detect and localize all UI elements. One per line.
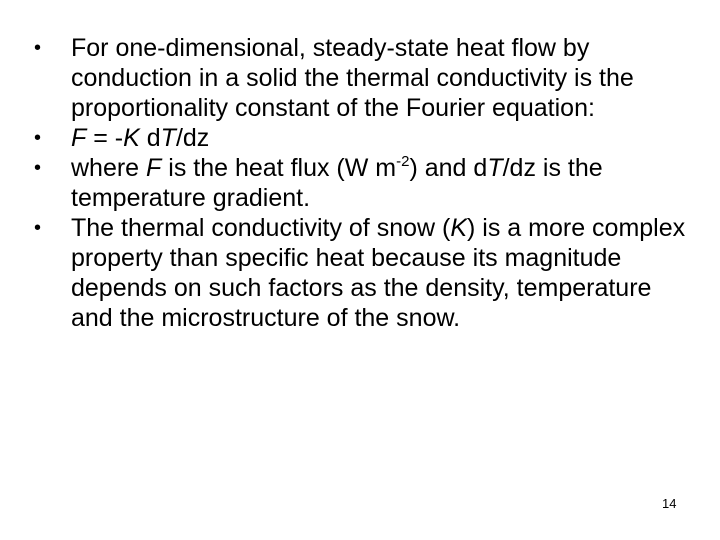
variable-z: z bbox=[196, 124, 210, 152]
bullet-fourier-equation bbox=[28, 123, 698, 153]
bullet-fourier-intro bbox=[28, 33, 698, 123]
bullet-marker: • bbox=[34, 217, 42, 239]
equation-equals: = - bbox=[86, 124, 124, 152]
bullet-marker: • bbox=[34, 37, 42, 59]
equation-slash-d: /d bbox=[175, 124, 197, 152]
text-segment: where bbox=[71, 154, 147, 182]
text-segment: /d bbox=[502, 154, 524, 182]
variable-f: F bbox=[146, 154, 162, 182]
bullet-marker: • bbox=[34, 127, 42, 149]
bullet-list bbox=[28, 33, 698, 333]
variable-f: F bbox=[71, 124, 87, 152]
bullet-heat-flux-definition bbox=[28, 153, 698, 213]
page-number: 14 bbox=[662, 496, 677, 511]
variable-k: K bbox=[123, 124, 140, 152]
equation bbox=[71, 124, 209, 152]
bullet-text: For one-dimensional, steady-state heat flow by conduction in a solid the thermal conductivity is the proportionality constant of the Fourier equation: bbox=[71, 34, 634, 122]
text-segment: is the heat flux (W m bbox=[161, 154, 397, 182]
text-segment: ) and d bbox=[409, 154, 488, 182]
bullet-snow-conductivity bbox=[28, 213, 698, 333]
variable-z: z bbox=[523, 154, 536, 182]
variable-t: T bbox=[160, 124, 176, 152]
equation-d: d bbox=[139, 124, 161, 152]
bullet-marker: • bbox=[34, 157, 42, 179]
variable-t: T bbox=[487, 154, 503, 182]
text-segment: The thermal conductivity of snow ( bbox=[71, 214, 451, 242]
superscript: -2 bbox=[396, 153, 410, 170]
text-segment: is the temperature gradient. bbox=[71, 154, 603, 212]
text-segment: ) is a more complex property than specific heat because its magnitude depends on such factors as the density, temperature and the microstructure of the snow. bbox=[71, 214, 686, 332]
variable-k: K bbox=[450, 214, 468, 242]
